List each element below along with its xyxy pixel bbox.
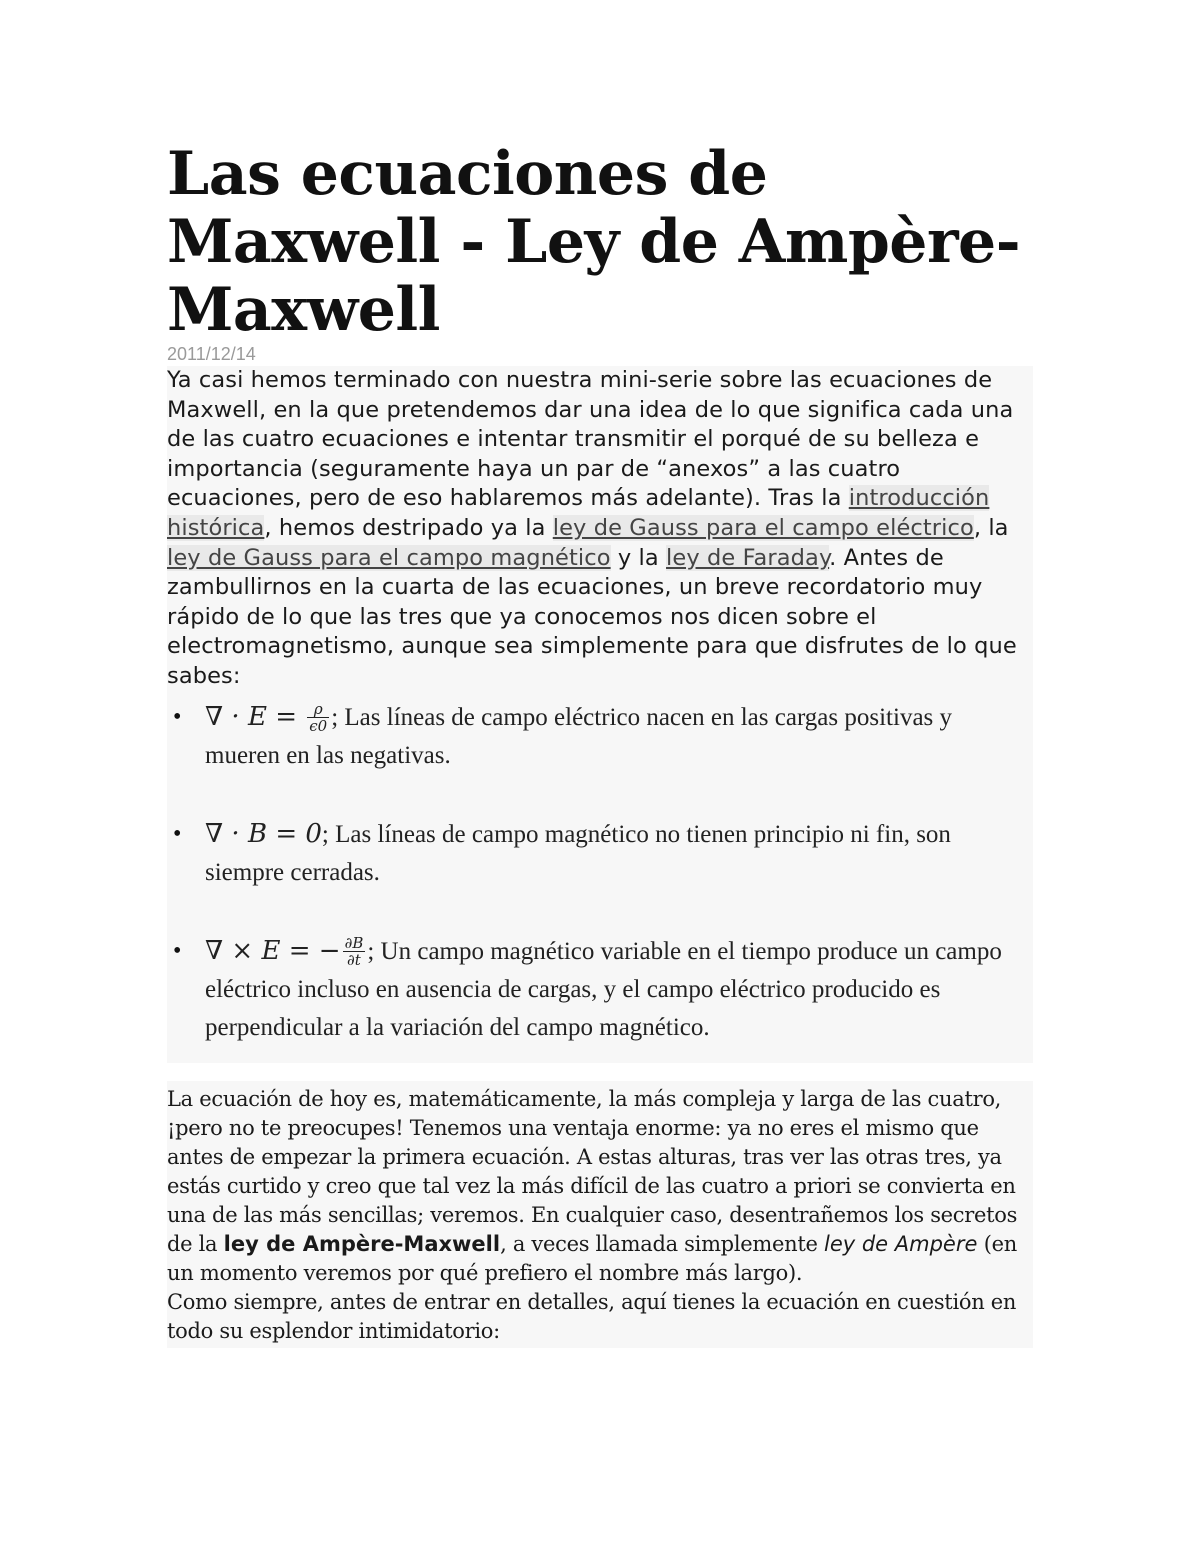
link-ley-faraday[interactable]: ley de Faraday: [666, 544, 830, 571]
equation-description: ; Las líneas de campo magnético no tienen principio ni fin, son siempre cerradas.: [205, 820, 951, 886]
fraction-denominator: ϵ0: [309, 717, 328, 736]
body-paragraph-2: Como siempre, antes de entrar en detalles, aquí tienes la ecuación en cuestión en todo su esplendor intimidatorio:: [167, 1289, 1017, 1343]
equation-formula: [205, 934, 367, 970]
link-introduccion-historica[interactable]: introducción histórica: [167, 485, 990, 541]
fraction-numerator: ρ: [307, 701, 329, 718]
intro-text-3: , la: [973, 514, 1009, 541]
equation-description: ; Un campo magnético variable en el tiempo produce un campo eléctrico incluso en ausencia de cargas, y el campo eléctrico producido es perpendicular a la variación del campo magnético.: [205, 937, 1002, 1041]
intro-text-5: . Antes de zambullirnos en la cuarta de las ecuaciones, un breve recordatorio muy rápido de lo que las tres que ya conocemos nos dicen sobre el electromagnetismo, aunque sea simplemente para que disfrutes de lo que sabes:: [167, 544, 1017, 689]
equation-fraction: [307, 701, 329, 734]
body-block: [167, 1081, 1033, 1348]
equation-fraction: [343, 935, 366, 968]
fraction-numerator: ∂B: [344, 934, 364, 953]
intro-text-2: , hemos destripado ya la: [264, 514, 553, 541]
body-text: , a veces llamada simplemente: [500, 1231, 824, 1256]
equation-item-gauss-electric: [205, 698, 1033, 775]
equation-lhs: ∇ · E =: [205, 701, 297, 732]
intro-text-1: Ya casi hemos terminado con nuestra mini-serie sobre las ecuaciones de Maxwell, en la que pretendemos dar una idea de lo que significa cada una de las cuatro ecuaciones e intentar transmitir el porqué de su belleza e importancia (seguramente haya un par de “anexos” a las cuatro ecuaciones, pero de eso hablaremos más adelante). Tras la: [167, 367, 1014, 512]
equation-item-faraday: [205, 932, 1033, 1047]
law-name-bold: ley de Ampère-Maxwell: [223, 1231, 501, 1256]
body-paragraph-1: [167, 1085, 1033, 1288]
equation-formula: ∇ · B = 0: [205, 818, 322, 849]
law-name-italic: ley de Ampère: [823, 1231, 978, 1256]
intro-paragraph: [167, 366, 1033, 692]
equation-formula: [205, 700, 331, 736]
body-text: La ecuación de hoy es, matemáticamente, la más compleja y larga de las cuatro, ¡pero no te preocupes! Tenemos una ventaja enorme: ya no eres el mismo que antes de empezar la primera ecuación. A estas alturas, tras ver las otras tres, ya estás curtido y creo que tal vez la más difícil de las cuatro a priori se convierta en una de las más sencillas; veremos. En cualquier caso, desentrañemos los secretos de la: [167, 1086, 1018, 1256]
equation-description: ; Las líneas de campo eléctrico nacen en las cargas positivas y mueren en las negativas.: [205, 703, 953, 769]
body-text: (en un momento veremos por qué prefiero el nombre más largo).: [167, 1231, 1018, 1285]
link-ley-gauss-magnetico[interactable]: ley de Gauss para el campo magnético: [167, 544, 611, 571]
article-title: Las ecuaciones de Maxwell - Ley de Ampère-Maxwell: [167, 139, 1021, 345]
article: [167, 140, 1033, 1348]
article-date: 2011/12/14: [167, 344, 256, 364]
intro-text-4: y la: [610, 544, 667, 571]
equation-lhs: ∇ × E = −: [205, 935, 341, 966]
intro-block: [167, 366, 1033, 1063]
link-ley-gauss-electrico[interactable]: ley de Gauss para el campo eléctrico: [552, 514, 974, 541]
equation-item-gauss-magnetic: [205, 815, 1033, 892]
fraction-denominator: ∂t: [347, 951, 361, 970]
equation-list: [167, 698, 1033, 1047]
